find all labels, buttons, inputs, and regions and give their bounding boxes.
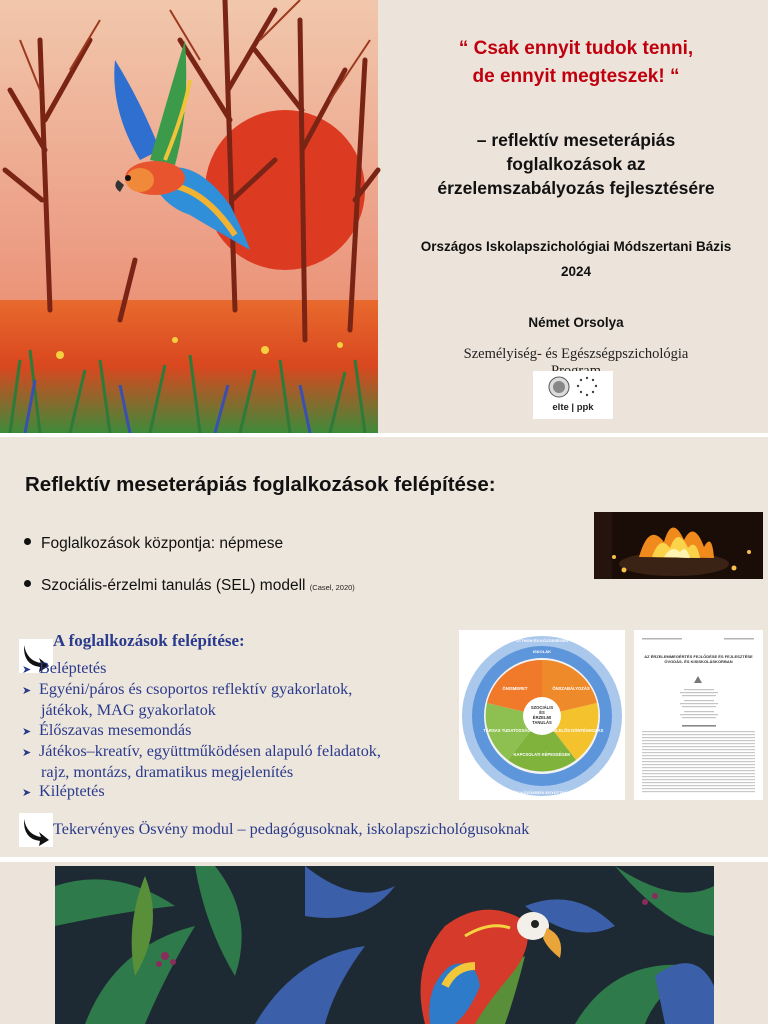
year: 2024 <box>560 264 592 279</box>
arrow-bullet-icon <box>19 813 53 847</box>
jungle-slide <box>0 862 768 1024</box>
list-item <box>22 680 381 701</box>
steps-list <box>22 659 381 803</box>
structure-slide <box>0 437 768 857</box>
title-slide <box>0 0 768 433</box>
subtitle-line-3: érzelemszabályozás fejlesztésére <box>437 178 715 198</box>
arrow-marker-icon: ➤ <box>22 746 32 759</box>
center-label: SZOCIÁLIS <box>530 705 554 710</box>
subtitle-line-1: – reflektív meseterápiás <box>476 130 676 150</box>
step-text: Beléptetés <box>39 659 107 677</box>
arrow-marker-icon: ➤ <box>22 685 32 698</box>
segment-label: FELELŐS DÖNTÉSHOZÁS <box>550 728 604 733</box>
slide-title: Reflektív meseterápiás foglalkozások felépítése: <box>25 473 496 496</box>
bullet-folk-tale <box>24 535 283 553</box>
step-text: Egyéni/páros és csoportos reflektív gyakorlatok, <box>39 680 353 699</box>
campfire-photo <box>594 512 763 579</box>
center-label: ÉS <box>539 710 545 715</box>
article-title: AZ ÉRZELEMMEGÉRTÉS FEJLŐDÉSE ÉS FEJLESZTÉSE ÓVODÁS- ÉS KISISKOLÁSKORBAN <box>644 654 753 664</box>
list-item <box>22 782 381 803</box>
university-seal-icon <box>533 371 613 401</box>
segment-label: ÖNSZABÁLYOZÁS <box>552 686 590 691</box>
bullet-text: Szociális-érzelmi tanulás (SEL) modell <box>41 577 306 594</box>
bullet-sel-model <box>24 577 355 595</box>
list-item <box>22 742 381 763</box>
module-line: Tekervényes Ösvény modul – pedagógusoknak, iskolapszichológusoknak <box>53 820 530 838</box>
segment-label: KAPCSOLATI KÉPESSÉGEK <box>513 752 571 757</box>
jungle-parrot-painting <box>55 866 714 1024</box>
list-item <box>22 659 381 680</box>
list-item-continued: játékok, MAG gyakorlatok <box>41 701 216 720</box>
step-text: Kiléptetés <box>39 782 105 801</box>
ring-label: OTTHON ÉS KÖZÖSSÉGEK <box>515 638 569 643</box>
program-name <box>398 346 754 370</box>
list-item-continued: rajz, montázs, dramatikus megjelenítés <box>41 763 294 782</box>
subtitle <box>398 128 754 200</box>
step-text: Játékos–kreatív, együttműködésen alapuló feladatok, <box>39 741 381 760</box>
bullet-text: Foglalkozások központja: népmese <box>41 535 284 552</box>
subtitle-line-2: foglalkozások az <box>506 154 646 174</box>
center-label: TANULÁS <box>532 720 552 725</box>
quote-line-1: “ Csak ennyit tudok tenni, <box>458 38 694 59</box>
institution-name: Országos Iskolapszichológiai Módszertani Bázis <box>420 239 732 254</box>
arrow-marker-icon: ➤ <box>22 787 32 800</box>
bullet-dot-icon <box>24 580 31 587</box>
list-item <box>22 721 381 742</box>
program-line-1: Személyiség- és Egészségpszichológia <box>463 346 689 362</box>
center-label: ÉRZELMI <box>532 715 552 720</box>
quote-line-2: de ennyit megteszek! “ <box>472 66 680 87</box>
citation: (Casel, 2020) <box>309 583 355 592</box>
article-thumbnail <box>634 630 763 800</box>
bullet-dot-icon <box>24 538 31 545</box>
segment-label: ÖNISMERET <box>502 686 528 691</box>
arrow-marker-icon: ➤ <box>22 664 32 676</box>
elte-ppk-logo <box>533 371 613 419</box>
sel-wheel-diagram <box>459 630 625 800</box>
structure-heading: A foglalkozások felépítése: <box>53 631 245 650</box>
step-text: Élőszavas mesemondás <box>39 720 192 739</box>
ring-label: ISKOLÁK <box>533 649 551 654</box>
ring-label: CSALÁD ÉS KÖZÖSSÉGI EGYÜTTMŰKÖDÉSEK <box>496 790 588 795</box>
logo-text: elte | ppk <box>552 402 594 413</box>
parrot-sunset-painting <box>0 0 378 433</box>
arrow-marker-icon: ➤ <box>22 725 32 738</box>
author-name: Német Orsolya <box>528 315 624 330</box>
segment-label: TÁRSAS TUDATOSSÁG <box>483 728 531 733</box>
